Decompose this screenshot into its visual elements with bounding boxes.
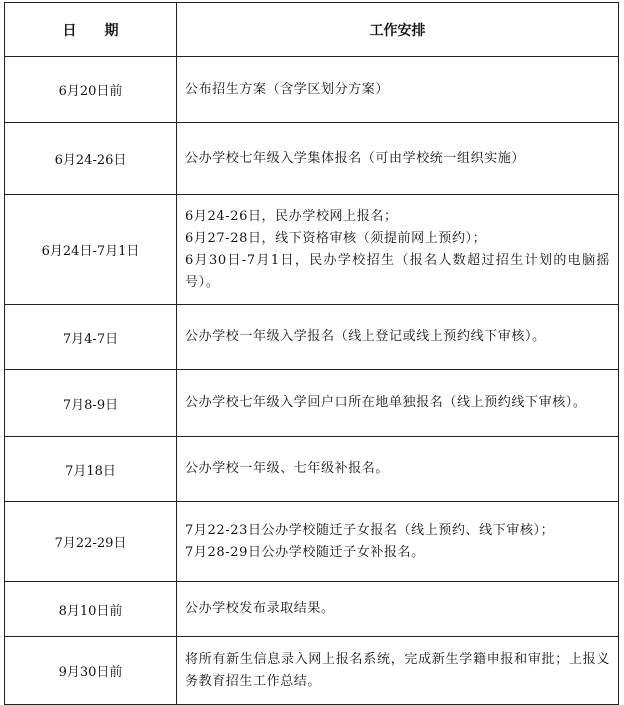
table-row bbox=[5, 123, 619, 195]
header-work: 工作安排 bbox=[177, 3, 619, 57]
row-date: 8月10日前 bbox=[5, 582, 177, 637]
table-row bbox=[5, 437, 619, 502]
table-row bbox=[5, 195, 619, 305]
row-work bbox=[177, 637, 619, 705]
work-line: 6月30日-7月1日，民办学校招生（报名人数超过招生计划的电脑摇号）。 bbox=[185, 252, 610, 290]
header-date: 日 期 bbox=[5, 3, 177, 57]
work-line: 7月28-29日公办学校随迁子女补报名。 bbox=[185, 544, 425, 560]
row-date: 6月20日前 bbox=[5, 57, 177, 123]
table-row bbox=[5, 57, 619, 123]
row-work bbox=[177, 502, 619, 582]
work-line: 公办学校七年级入学集体报名（可由学校统一组织实施） bbox=[185, 150, 526, 166]
row-work bbox=[177, 582, 619, 637]
work-line: 公办学校一年级、七年级补报名。 bbox=[185, 461, 390, 476]
table-header-row bbox=[5, 3, 619, 57]
table-row bbox=[5, 305, 619, 370]
row-date: 7月4-7日 bbox=[5, 305, 177, 370]
row-work bbox=[177, 370, 619, 437]
table-row bbox=[5, 370, 619, 437]
work-line: 6月27-28日，线下资格审核（须提前网上预约）； bbox=[185, 230, 487, 246]
work-line: 公办学校发布录取结果。 bbox=[185, 601, 335, 616]
table-row bbox=[5, 502, 619, 582]
row-work bbox=[177, 195, 619, 305]
row-date: 7月18日 bbox=[5, 437, 177, 502]
row-work bbox=[177, 123, 619, 195]
row-date: 7月8-9日 bbox=[5, 370, 177, 437]
row-work bbox=[177, 57, 619, 123]
work-line: 公布招生方案（含学区划分方案） bbox=[185, 81, 390, 97]
table-row bbox=[5, 637, 619, 705]
row-date: 7月22-29日 bbox=[5, 502, 177, 582]
row-date: 6月24-26日 bbox=[5, 123, 177, 195]
work-line: 7月22-23日公办学校随迁子女报名（线上预约、线下审核）； bbox=[185, 522, 555, 538]
row-work bbox=[177, 305, 619, 370]
row-work bbox=[177, 437, 619, 502]
work-line: 公办学校一年级入学报名（线上登记或线上预约线下审核）。 bbox=[185, 329, 546, 344]
work-line: 公办学校七年级入学回户口所在地单独报名（线上预约线下审核）。 bbox=[185, 395, 587, 410]
row-date: 9月30日前 bbox=[5, 637, 177, 705]
row-date: 6月24日-7月1日 bbox=[5, 195, 177, 305]
enrollment-schedule-table bbox=[4, 2, 619, 705]
work-line: 6月24-26日，民办学校网上报名； bbox=[185, 208, 398, 224]
table-row bbox=[5, 582, 619, 637]
work-line: 将所有新生信息录入网上报名系统，完成新生学籍申报和审批；上报义务教育招生工作总结。 bbox=[185, 651, 610, 689]
